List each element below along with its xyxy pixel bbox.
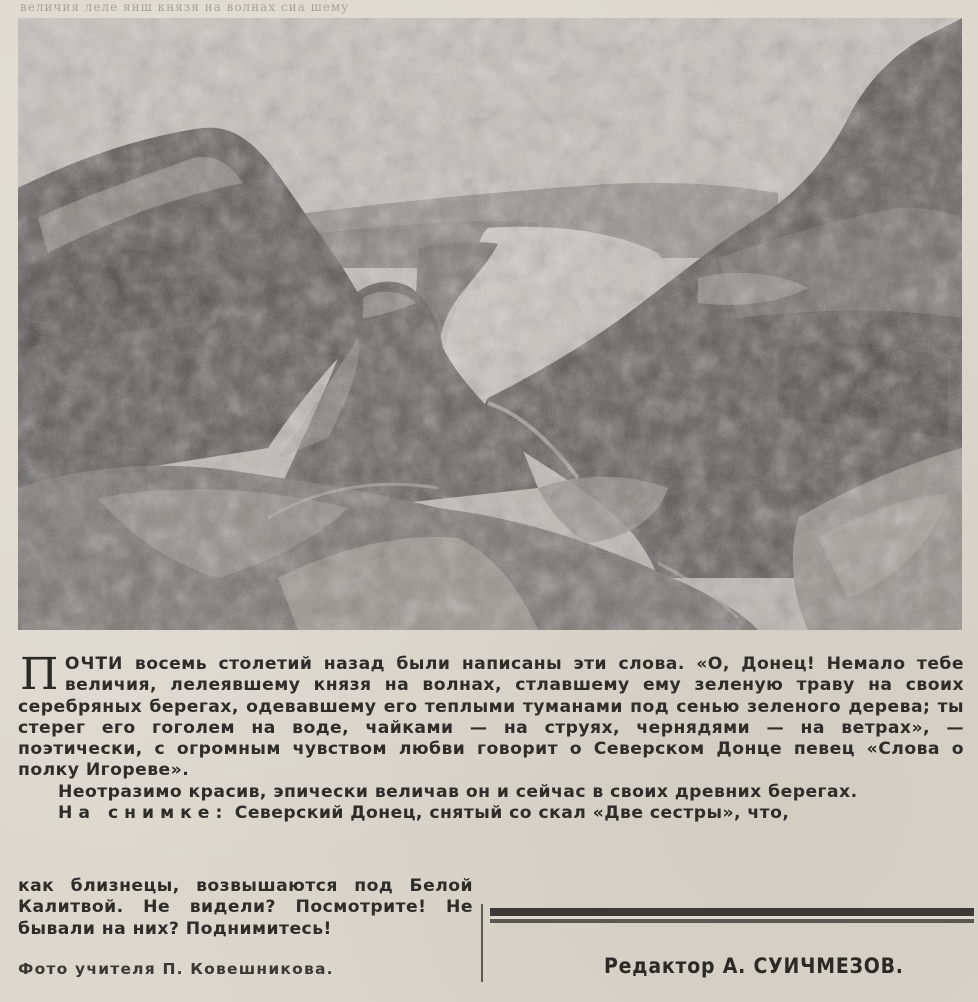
photo-credit: Фото учителя П. Ковешникова. <box>18 960 334 978</box>
caption-continued: как близнецы, возвышаются под Белой Калитвой. Не видели? Посмотрите! Не бывали на них? Поднимитесь! <box>18 876 473 939</box>
editor-signature: Редактор А. СУИЧМЕЗОВ. <box>604 954 904 978</box>
caption-label: На снимке: <box>58 803 229 824</box>
article-paragraph-1 <box>18 649 964 782</box>
lead-word: ОЧТИ <box>64 654 124 674</box>
drop-cap: П <box>20 649 59 700</box>
bleed-through-text: величия леле янш князя на волнах сиа шему <box>20 0 350 14</box>
river-photo <box>18 18 962 630</box>
article-paragraph-2: Неотразимо красив, эпически величав он и сейчас в своих древних берегах. <box>58 781 858 802</box>
paragraph-1-text: восемь столетий назад были написаны эти слова. «О, Донец! Немало тебе величия, лелеявшему князя на волнах, стлавшему ему зеленую траву на своих серебряных берегах, одевавшему его теплыми туманами под сенью зеленого дерева; ты стерег его гоголем на воде, чайками — на струях, чернядями — на ветрах», — поэтически, с огромным чувством любви говорит о Северском Донце певец «Слова о полку Игореве». <box>18 654 964 781</box>
article-body <box>18 649 964 824</box>
caption-line <box>18 803 964 824</box>
vertical-divider <box>481 904 483 982</box>
horizontal-rule <box>490 908 974 919</box>
caption-text-1: Северский Донец, снятый со скал «Две сестры», что, <box>234 803 790 824</box>
